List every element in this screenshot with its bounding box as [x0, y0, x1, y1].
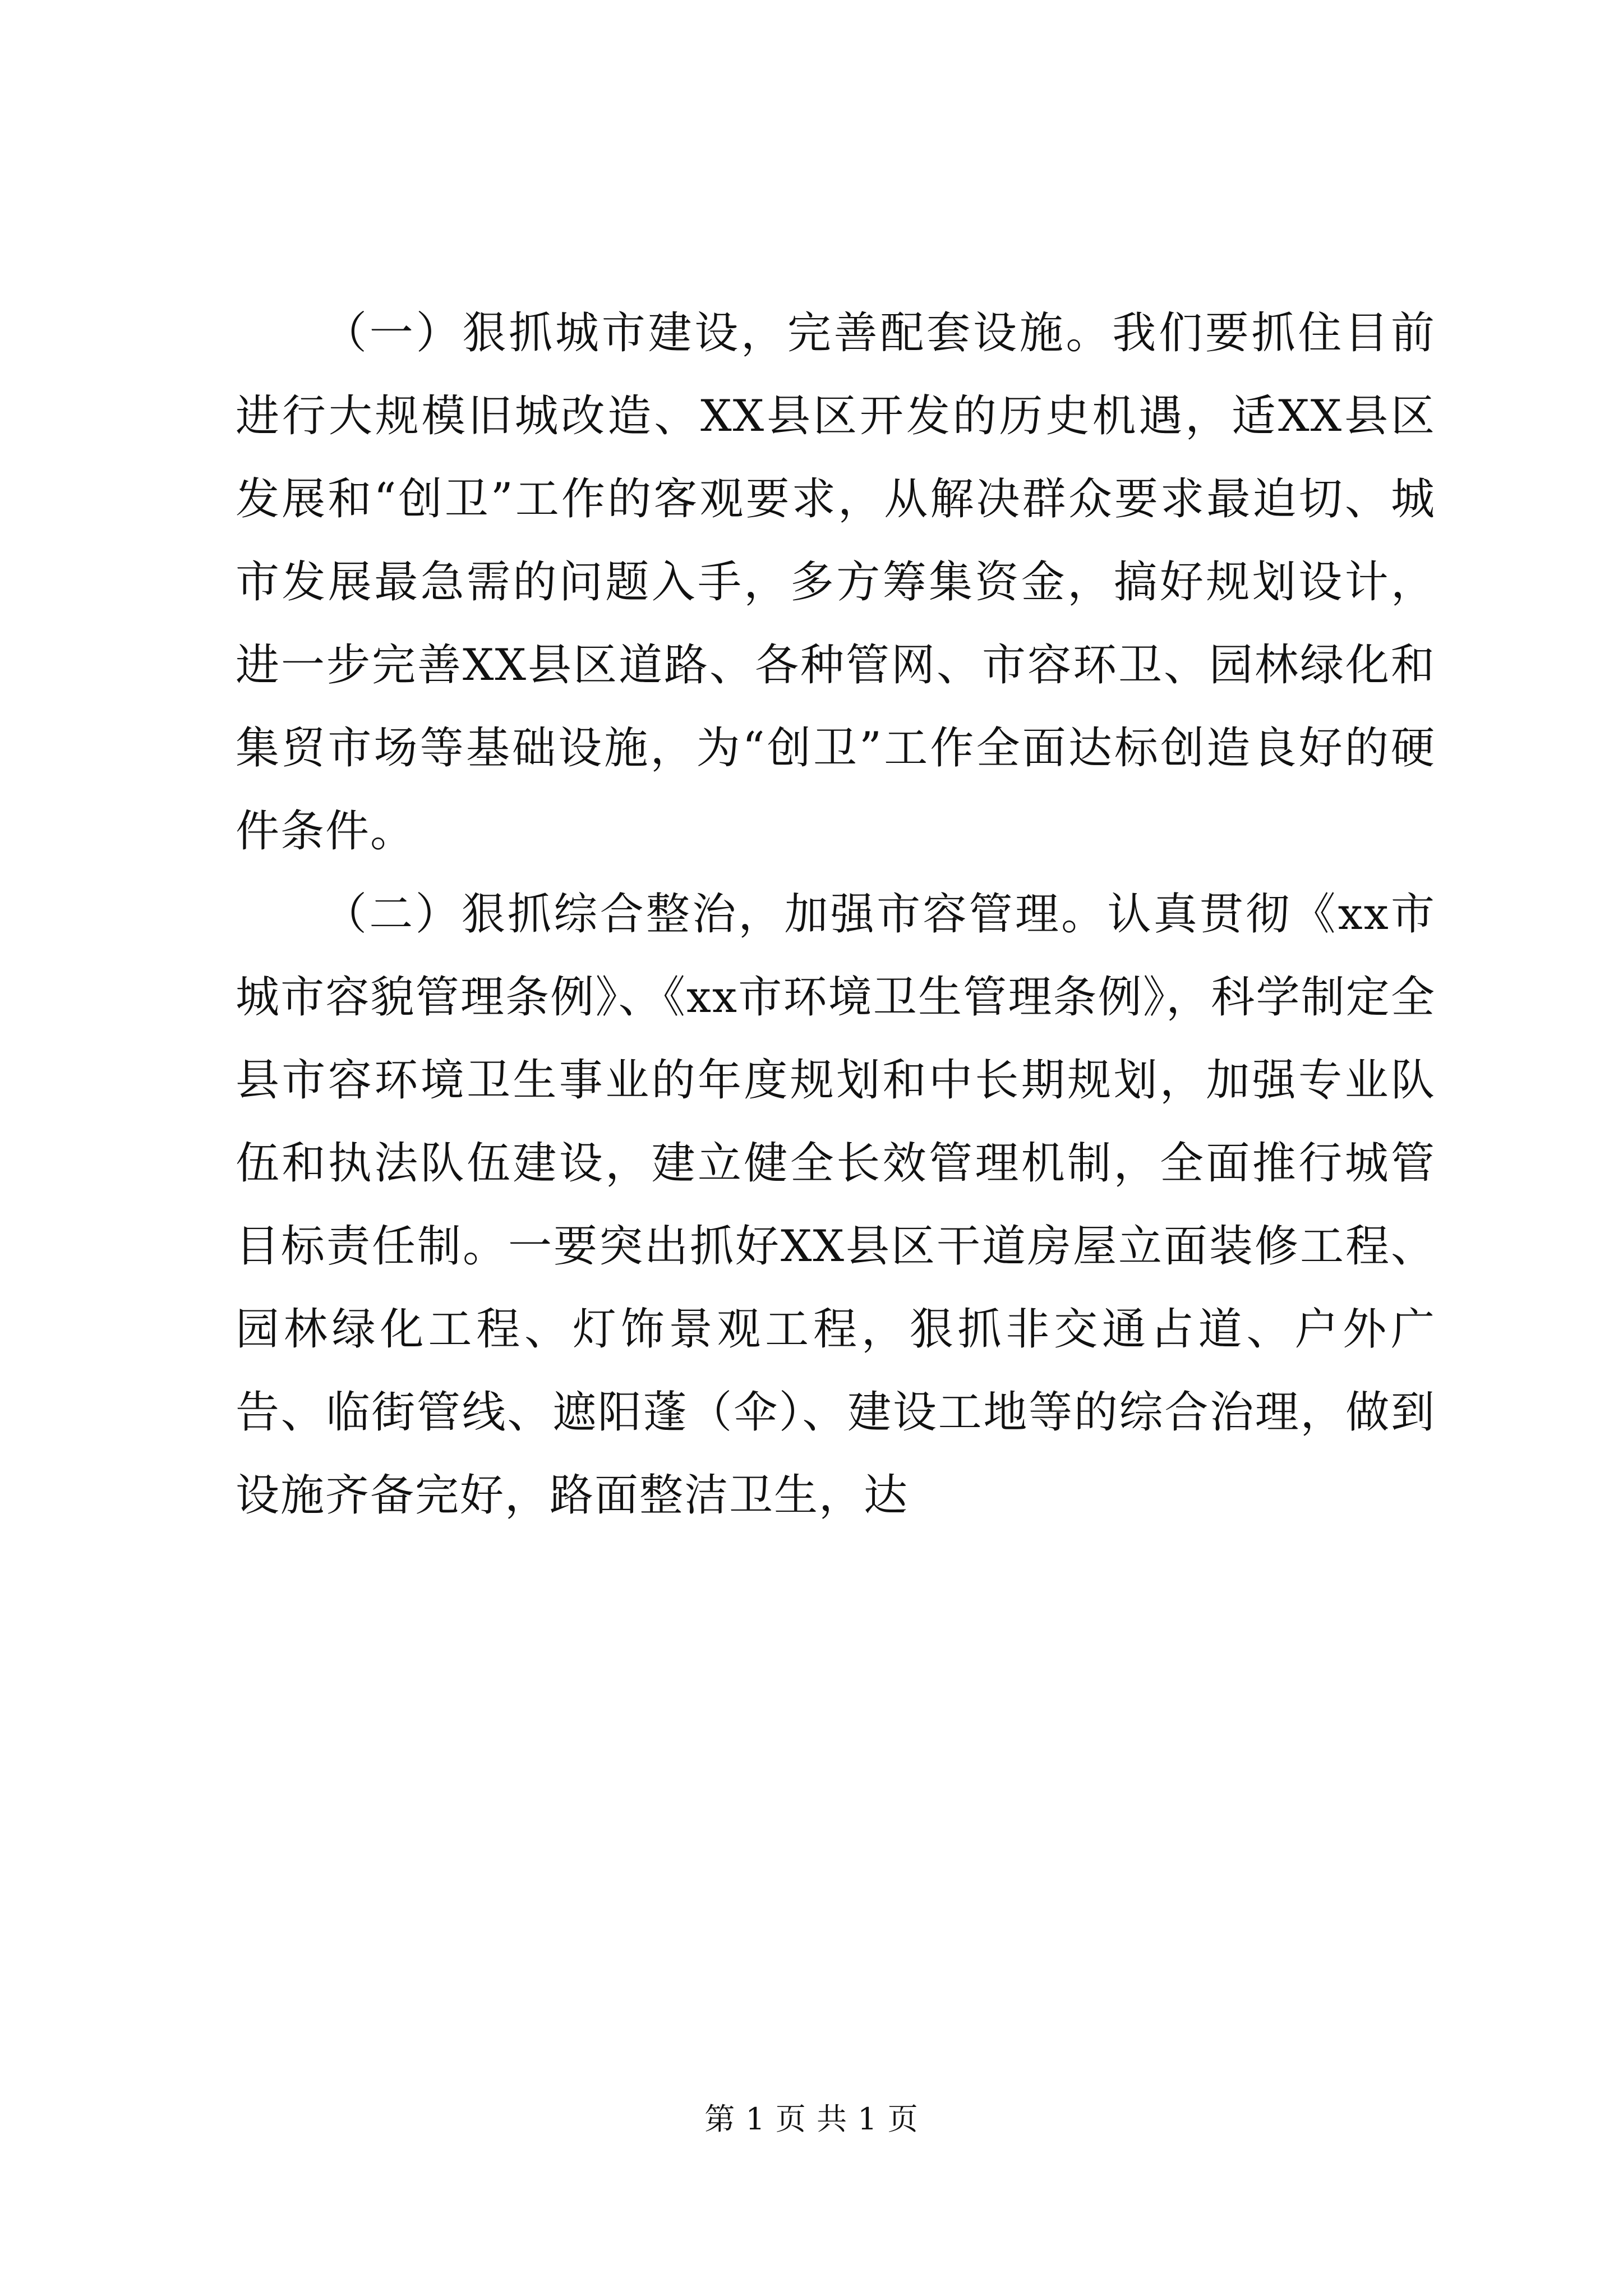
document-body — [236, 292, 1436, 1537]
paragraph-2: （二）狠抓综合整治，加强市容管理。认真贯彻《xx市城市容貌管理条例》、《xx市环境卫生管理条例》，科学制定全县市容环境卫生事业的年度规划和中长期规划，加强专业队伍和执法队伍建设，建立健全长效管理机制，全面推行城管目标责任制。一要突出抓好XX县区干道房屋立面装修工程、园林绿化工程、灯饰景观工程，狠抓非交通占道、户外广告、临街管线、遮阳蓬（伞）、建设工地等的综合治理，做到设施齐备完好，路面整洁卫生，达 — [236, 889, 1436, 1521]
page-footer: 第 1 页 共 1 页 — [704, 2101, 919, 2137]
paragraph-1: （一）狠抓城市建设，完善配套设施。我们要抓住目前进行大规模旧城改造、XX县区开发的历史机遇，适XX县区发展和“创卫”工作的客观要求，从解决群众要求最迫切、城市发展最急需的问题入手，多方筹集资金，搞好规划设计，进一步完善XX县区道路、各种管网、市容环卫、园林绿化和集贸市场等基础设施，为“创卫”工作全面达标创造良好的硬件条件。 — [236, 308, 1436, 857]
